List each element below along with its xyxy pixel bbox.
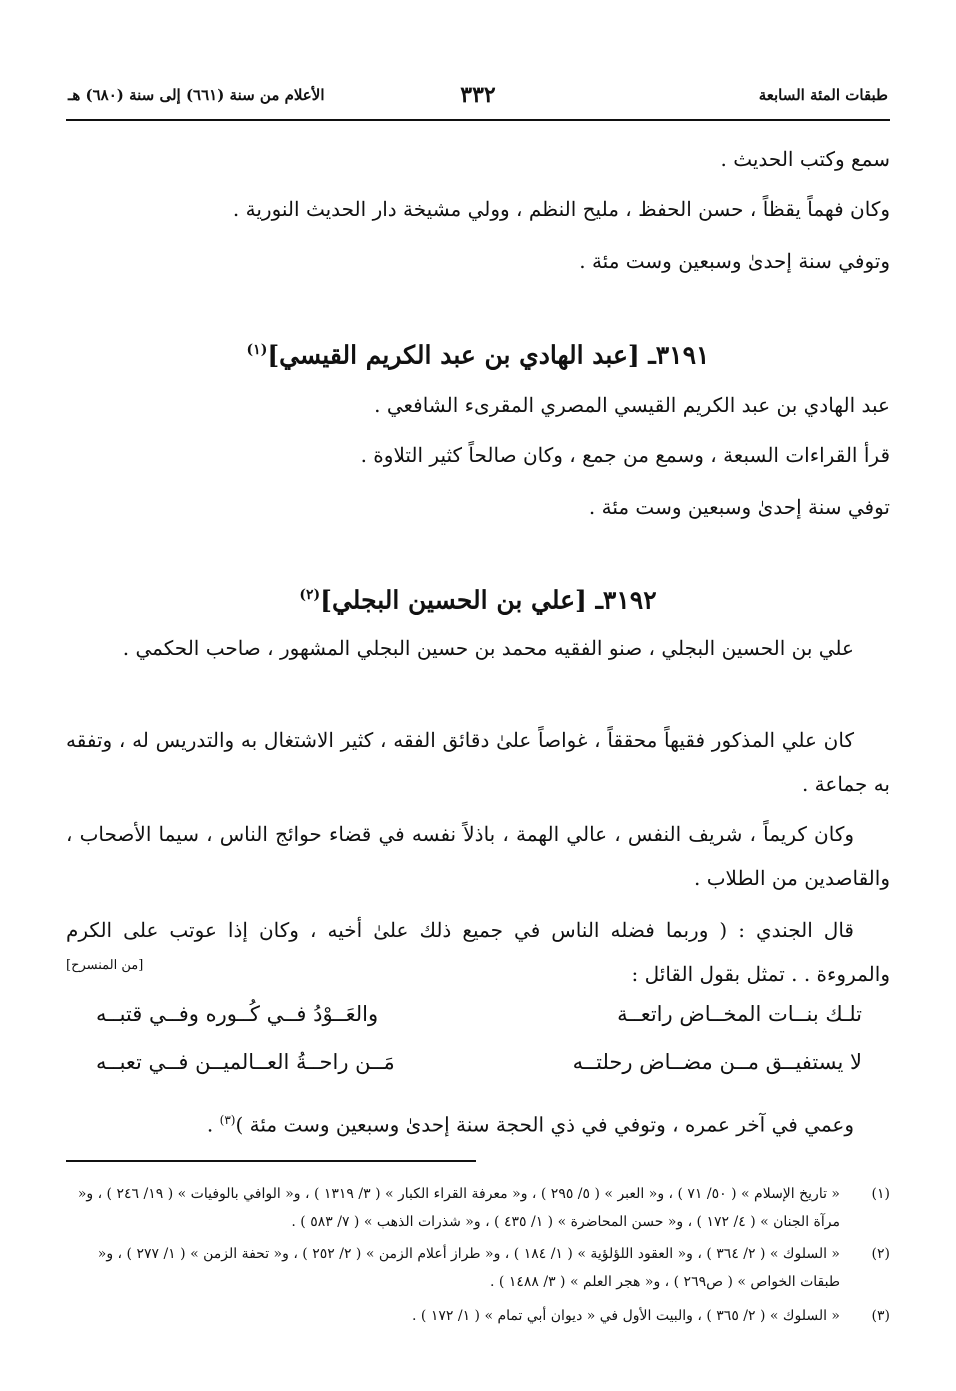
footnote-ref-1[interactable]: (١) xyxy=(246,342,268,358)
entry-3192-heading: ٣١٩٢ـ [علي بن الحسين البجلي] xyxy=(320,585,657,615)
verse-line-2 xyxy=(96,1050,862,1090)
entry-3192-title xyxy=(66,575,890,620)
footnote-1-text: « تاريخ الإسلام » ( ٥٠/ ٧١ ) ، و« العبر » ( ٥/ ٢٩٥ ) ، و« معرفة القراء الكبار » ( ٣/ ١٣١٩ ) ، و« الوافي بالوفيات » ( ١٩/ ٢٤٦ ) ، و« مرآة الجنان » ( ٤/ ١٧٢ ) ، و« حسن المحاضرة » ( ١/ ٤٣٥ ) ، و« شذرات الذهب » ( ٧/ ٥٨٣ ) . xyxy=(77,1186,840,1230)
entry-3191-paragraph-3: توفي سنة إحدىٰ وسبعين وست مئة . xyxy=(588,495,890,519)
header-divider xyxy=(66,119,890,121)
footnote-2-text: « السلوك » ( ٢/ ٣٦٤ ) ، و« العقود اللؤلؤية » ( ١/ ١٨٤ ) ، و« طراز أعلام الزمن » ( ٢/ ٢٥٢ ) ، و« تحفة الزمن » ( ١/ ٢٧٧ ) ، و« طبقات الخواص » ( ص٢٦٩ ) ، و« هجر العلم » ( ٣/ ١٤٨٨ ) . xyxy=(97,1246,840,1290)
entry-3192-closing-period: . xyxy=(206,1112,220,1137)
footnote-3-text: « السلوك » ( ٢/ ٣٦٥ ) ، والبيت الأول في « ديوان أبي تمام » ( ١/ ١٧٢ ) . xyxy=(412,1308,840,1324)
entry-3192-paragraph-3: وكان كريماً ، شريف النفس ، عالي الهمة ، باذلاً نفسه في قضاء حوائج الناس ، سيما الأصحاب ، والقاصدين من الطلاب . xyxy=(66,822,890,890)
intro-line-1: سمع وكتب الحديث . xyxy=(720,147,890,171)
intro-line-3: وتوفي سنة إحدىٰ وسبعين وست مئة . xyxy=(579,249,890,273)
page-number: ٣٣٢ xyxy=(460,82,496,108)
entry-3192-paragraph-5 xyxy=(66,1098,890,1147)
verse-1-second-hemistich: والعَــوْدُ فــي كُــوره وفــي قتبــه xyxy=(96,1002,379,1026)
verse-line-1 xyxy=(96,1002,862,1042)
footnote-3-number: (٣) xyxy=(871,1308,890,1324)
footnote-3 xyxy=(66,1302,890,1330)
verse-2-second-hemistich: مَــن راحــةُ العــالميــن فــي تعبــه xyxy=(96,1050,395,1074)
poetic-meter-label: [من المنسرح] xyxy=(66,958,144,973)
footnote-2-number: (٢) xyxy=(871,1246,890,1262)
footnote-1 xyxy=(66,1180,890,1236)
entry-3192-paragraph-4: قال الجندي : ( وربما فضله الناس في جميع ذلك علىٰ أخيه ، وكان إذا عوتب على الكرم والمروءة . . تمثل بقول القائل : xyxy=(66,918,890,986)
header-section-title: طبقات المئة السابعة xyxy=(758,86,888,104)
footnote-1-number: (١) xyxy=(871,1186,890,1202)
entry-3191-title xyxy=(66,330,890,375)
entry-3191-paragraph-2: قرأ القراءات السبعة ، وسمع من جمع ، وكان صالحاً كثير التلاوة . xyxy=(360,443,890,467)
entry-3191-paragraph-1: عبد الهادي بن عبد الكريم القيسي المصري المقرىء الشافعي . xyxy=(374,393,890,417)
entry-3192-paragraph-2: كان علي المذكور فقيهاً محققاً ، غواصاً علىٰ دقائق الفقه ، كثير الاشتغال به والتدريس له ، وتفقه به جماعة . xyxy=(66,728,890,796)
footnote-ref-2[interactable]: (٢) xyxy=(299,587,321,603)
verse-2-first-hemistich: لا يستفيــق مــن مضــاض رحلتــه xyxy=(572,1050,862,1074)
book-page xyxy=(66,0,890,1391)
header-year-range: الأعلام من سنة (٦٦١) إلى سنة (٦٨٠) هـ xyxy=(68,86,325,104)
footnote-2 xyxy=(66,1240,890,1296)
running-header xyxy=(66,82,890,112)
entry-3192-closing-text: وعمي في آخر عمره ، وتوفي في ذي الحجة سنة إحدىٰ وسبعين وست مئة ) xyxy=(235,1112,854,1137)
entry-3192-paragraph-1: علي بن الحسين البجلي ، صنو الفقيه محمد بن حسين البجلي المشهور ، صاحب الحكمي . xyxy=(122,636,854,660)
footnote-divider xyxy=(66,1160,476,1162)
footnote-ref-3[interactable]: (٣) xyxy=(219,1113,236,1127)
verse-1-first-hemistich: تلـك بنــات المخــاض راتعــة xyxy=(617,1002,862,1026)
entry-3191-heading: ٣١٩١ـ [عبد الهادي بن عبد الكريم القيسي] xyxy=(267,340,710,370)
intro-line-2: وكان فهماً يقظاً ، حسن الحفظ ، مليح النظم ، وولي مشيخة دار الحديث النورية . xyxy=(232,197,890,221)
